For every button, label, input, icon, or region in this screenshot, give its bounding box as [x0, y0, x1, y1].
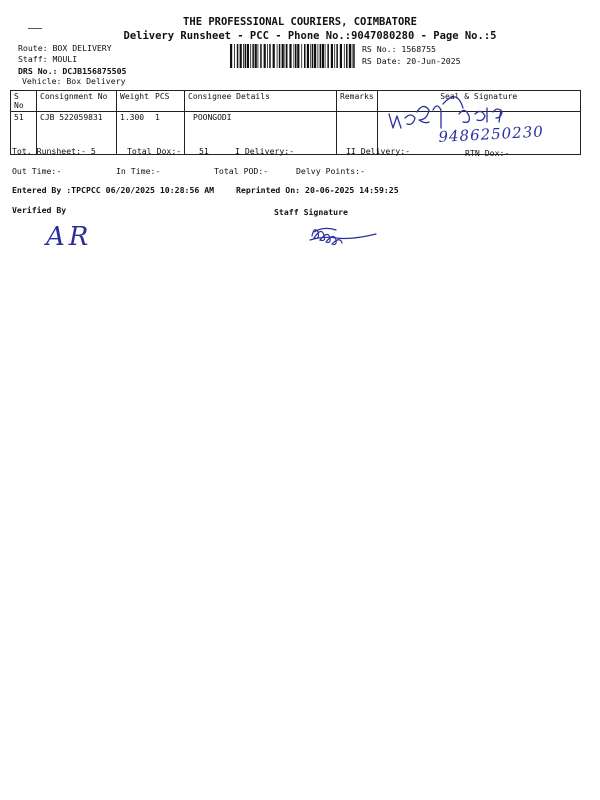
corner-mark — [28, 28, 42, 29]
col-consignee-details: Consignee Details — [185, 91, 337, 112]
staff-signature-scribble — [308, 222, 380, 246]
barcode — [230, 44, 358, 68]
route-label: Route: BOX DELIVERY — [18, 43, 112, 53]
total-pod: Total POD:- — [214, 166, 269, 176]
out-time: Out Time:- — [12, 166, 62, 176]
rs-number: RS No.: 1568755 — [362, 44, 436, 54]
drs-number: DRS No.: DCJB156875505 — [18, 66, 127, 76]
col-pcs: PCS — [152, 91, 185, 112]
cell-weight: 1.300 — [117, 112, 153, 155]
col-s-no: S No — [11, 91, 37, 112]
total-dox-label: Total Dox:- — [127, 146, 182, 156]
total-dox-value: 51 — [199, 146, 209, 156]
cell-consignee: POONGODI — [185, 112, 337, 155]
col-seal-signature: Seal & Signature — [377, 91, 580, 112]
verified-by-label: Verified By — [12, 205, 67, 215]
col-remarks: Remarks — [337, 91, 378, 112]
receiver-phone-handwritten: 9486250230 — [438, 122, 545, 146]
col-consignment-no: Consignment No — [37, 91, 117, 112]
staff-label: Staff: MOULI — [18, 54, 78, 64]
tot-runsheet: Tot. Runsheet:- 5 — [12, 146, 96, 156]
ii-delivery: II Delivery:- — [346, 146, 411, 156]
entered-by: Entered By :TPCPCC 06/20/2025 10:28:56 AM — [12, 185, 215, 195]
staff-signature-label: Staff Signature — [274, 207, 348, 217]
runsheet-title: Delivery Runsheet - PCC - Phone No.:9047080280 - Page No.:5 — [123, 30, 497, 42]
vehicle-label: Vehicle: Box Delivery — [22, 76, 126, 86]
rtn-dox: RTN Dox:- — [465, 148, 510, 158]
i-delivery: I Delivery:- — [235, 146, 295, 156]
company-title: THE PROFESSIONAL COURIERS, COIMBATORE — [183, 16, 417, 28]
rs-date: RS Date: 20-Jun-2025 — [362, 56, 461, 66]
cell-consignment-no: CJB 522059831 — [37, 112, 117, 155]
cell-s-no: 51 — [11, 112, 37, 155]
verifier-initials-handwritten: AR — [46, 222, 93, 252]
col-weight: Weight — [117, 91, 153, 112]
cell-pcs: 1 — [152, 112, 185, 155]
in-time: In Time:- — [116, 166, 161, 176]
delvy-points: Delvy Points:- — [296, 166, 366, 176]
reprinted-on: Reprinted On: 20-06-2025 14:59:25 — [236, 185, 399, 195]
